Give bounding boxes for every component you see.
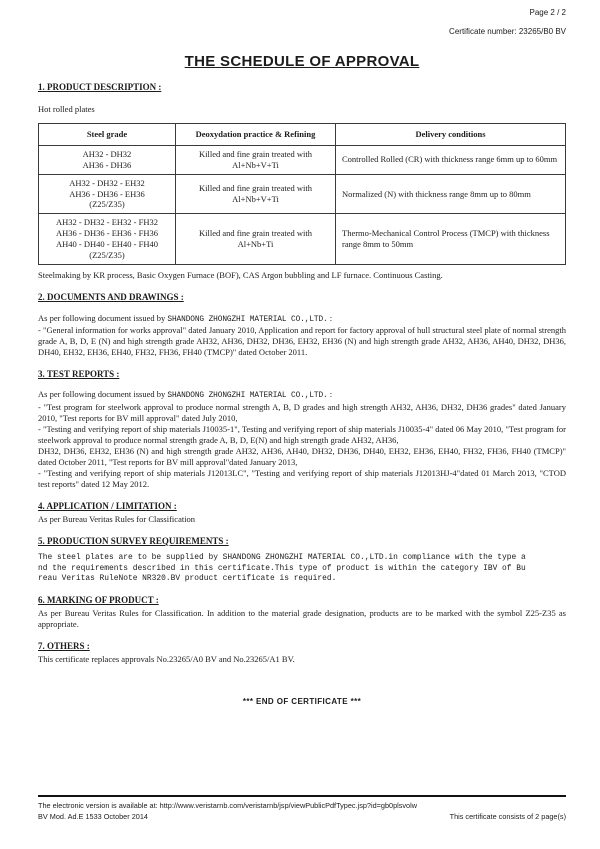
section-7-body: This certificate replaces approvals No.23265/A0 BV and No.23265/A1 BV.: [38, 653, 295, 664]
section-5-heading: 5. PRODUCTION SURVEY REQUIREMENTS :: [38, 535, 229, 546]
section-5-body: [38, 553, 566, 584]
col-header-delivery: Delivery conditions: [336, 124, 566, 146]
delivery-cell: Normalized (N) with thickness range 8mm up to 80mm: [336, 174, 566, 214]
col-header-deoxydation: Deoxydation practice & Refining: [176, 124, 336, 146]
certificate-number: Certificate number: 23265/B0 BV: [449, 27, 566, 37]
section-5-line: nd the requirements described in this certificate.This type of product is within the category IBV of Bu: [38, 563, 526, 573]
page-footer: [38, 795, 566, 822]
page-number: Page 2 / 2: [529, 8, 566, 17]
section-3-paragraph: - "Test program for steelwork approval to produce normal strength A, B, D grades and high strength AH32, AH36, DH32, DH36 grades" dated January 2010, "Test reports for BV mill approval" dated July 2010,: [38, 401, 566, 423]
steel-grade-cell: AH32 - DH32 - EH32 AH36 - DH36 - EH36 (Z25/Z35): [39, 174, 176, 214]
col-header-steel-grade: Steel grade: [39, 124, 176, 146]
document-title: THE SCHEDULE OF APPROVAL: [184, 52, 420, 70]
deoxydation-cell: Killed and fine grain treated with Al+Nb+Ti: [176, 214, 336, 265]
section-3-issuer-line: As per following document issued by SHANDONG ZHONGZHI MATERIAL CO.,LTD. :: [38, 389, 333, 401]
section-2-heading: 2. DOCUMENTS AND DRAWINGS :: [38, 291, 184, 302]
section-5-line: The steel plates are to be supplied by SHANDONG ZHONGZHI MATERIAL CO.,LTD.in compliance with the type a: [38, 553, 526, 563]
approval-table: [38, 123, 566, 265]
product-intro: Hot rolled plates: [38, 103, 95, 114]
steelmaking-note: Steelmaking by KR process, Basic Oxygen Furnace (BOF), CAS Argon bubbling and LF furnace. Continuous Casting.: [38, 269, 443, 280]
section-1-heading: 1. PRODUCT DESCRIPTION :: [38, 82, 162, 93]
section-6-body: As per Bureau Veritas Rules for Classification. In addition to the material grade designation, products are to be marked with the symbol Z25-Z35 as appropriate.: [38, 607, 566, 629]
table-row: [39, 174, 566, 214]
end-of-certificate-marker: *** END OF CERTIFICATE ***: [242, 696, 362, 706]
section-2-paragraph: - "General information for works approval" dated January 2010, Application and report for factory approval of hull structural steel plate of normal strength grade A, B, D, E (N) and high strength grade AH32, AH36, DH32, DH36, EH32, EH36 (N) and high strength grade AH32, AH36, AH40, DH32, DH36, DH40, EH32, EH36, EH40, FH32, FH36, FH40 (TMCP)" dated October 2011.: [38, 324, 566, 357]
section-3-heading: 3. TEST REPORTS :: [38, 368, 120, 379]
table-header-row: [39, 124, 566, 146]
delivery-cell: Controlled Rolled (CR) with thickness range 6mm up to 60mm: [336, 145, 566, 174]
page-header: [38, 8, 566, 38]
section-4-body: As per Bureau Veritas Rules for Classification: [38, 513, 196, 524]
company-name: SHANDONG ZHONGZHI MATERIAL CO.,LTD.: [167, 315, 328, 324]
steel-grade-cell: AH32 - DH32 AH36 - DH36: [39, 145, 176, 174]
table-row: [39, 145, 566, 174]
delivery-cell: Thermo-Mechanical Control Process (TMCP) with thickness range 8mm to 50mm: [336, 214, 566, 265]
deoxydation-cell: Killed and fine grain treated with Al+Nb+V+Ti: [176, 145, 336, 174]
deoxydation-cell: Killed and fine grain treated with Al+Nb+V+Ti: [176, 174, 336, 214]
section-2-issuer-line: As per following document issued by SHANDONG ZHONGZHI MATERIAL CO.,LTD. :: [38, 312, 333, 324]
section-7-heading: 7. OTHERS :: [38, 640, 90, 651]
section-5-line: reau Veritas RuleNote NR320.BV product certificate is required.: [38, 573, 337, 583]
section-3-paragraph: - "Testing and verifying report of ship materials J10035-1", Testing and verifying report of ship materials J10035-4" dated 06 May 2010, "Test program for steelwork approval to produce normal strength grade A, B, D, E(N) and high strength grade AH32, AH36,: [38, 423, 566, 445]
table-row: [39, 214, 566, 265]
section-4-heading: 4. APPLICATION / LIMITATION :: [38, 500, 177, 511]
footer-page-count: This certificate consists of 2 page(s): [449, 811, 566, 821]
section-3-paragraph: - "Testing and verifying report of ship materials J12013LC", "Testing and verifying report of ship materials J12013HJ-4"dated 01 March 2013, "CTOD test reports" dated 12 May 2012.: [38, 467, 566, 489]
company-name: SHANDONG ZHONGZHI MATERIAL CO.,LTD.: [167, 392, 328, 401]
footer-electronic-version: The electronic version is available at: http://www.veristarnb.com/veristarnb/jsp/viewPublicPdfTypec.jsp?id=gb0plsvolw: [38, 801, 418, 810]
footer-form-reference: BV Mod. Ad.E 1533 October 2014: [38, 811, 148, 821]
steel-grade-cell: AH32 - DH32 - EH32 - FH32 AH36 - DH36 - EH36 - FH36 AH40 - DH40 - EH40 - FH40 (Z25/Z35): [39, 214, 176, 265]
section-6-heading: 6. MARKING OF PRODUCT :: [38, 595, 159, 606]
section-3-paragraph: DH32, DH36, EH32, EH36 (N) and high strength grade AH32, AH36, AH40, DH32, DH36, DH40, EH32, EH36, EH40, FH32, FH36, FH40 (TMCP)" dated October 2011, "Test reports for BV mill approval"dated January 2013,: [38, 445, 566, 467]
